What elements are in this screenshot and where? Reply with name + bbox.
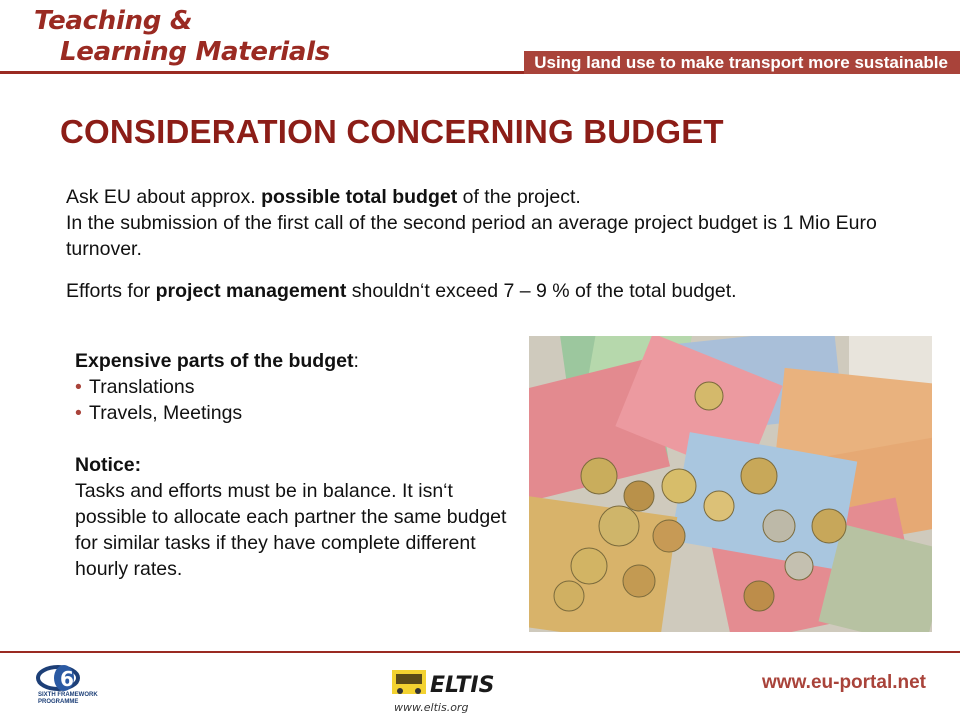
list-item bbox=[75, 400, 515, 426]
intro-p3-bold: project management bbox=[155, 280, 347, 302]
header-subtitle-banner: Using land use to make transport more sustainable bbox=[524, 51, 960, 74]
eltis-name: ELTIS bbox=[430, 673, 495, 698]
intro-text bbox=[66, 184, 896, 304]
intro-p1-post: of the project. bbox=[457, 186, 581, 208]
intro-paragraph-2: In the submission of the first call of the second period an average project budget is 1 Mio Euro turnover. bbox=[66, 212, 877, 260]
eltis-logo-icon bbox=[390, 660, 508, 716]
intro-p1-bold: possible total budget bbox=[261, 186, 458, 208]
list-item-text: Travels, Meetings bbox=[89, 402, 243, 424]
budget-notes bbox=[75, 348, 515, 582]
spacer bbox=[66, 262, 896, 278]
intro-p1-pre: Ask EU about approx. bbox=[66, 186, 262, 208]
intro-paragraph-1 bbox=[66, 184, 896, 210]
expensive-heading-text: Expensive parts of the budget bbox=[75, 350, 354, 372]
euro-money-photo bbox=[529, 336, 932, 632]
expensive-list bbox=[75, 374, 515, 426]
fp6-label: SIXTH FRAMEWORK PROGRAMME bbox=[38, 692, 98, 705]
spacer bbox=[75, 426, 515, 452]
expensive-heading-colon: : bbox=[353, 350, 359, 372]
svg-text:6: 6 bbox=[60, 667, 74, 691]
list-item-text: Translations bbox=[89, 376, 195, 398]
expensive-heading bbox=[75, 348, 515, 374]
notice-heading-text: Notice: bbox=[75, 454, 142, 476]
intro-p3-post: shouldn‘t exceed 7 – 9 % of the total budget. bbox=[346, 280, 737, 302]
intro-paragraph-3 bbox=[66, 278, 896, 304]
euro-money-illustration bbox=[529, 336, 932, 632]
header-logo-title bbox=[34, 6, 330, 68]
bullet-icon: • bbox=[75, 402, 82, 424]
footer-website-link[interactable]: www.eu-portal.net bbox=[762, 672, 926, 693]
page-title: CONSIDERATION CONCERNING BUDGET bbox=[60, 113, 724, 150]
notice-text: Tasks and efforts must be in balance. It isn‘t possible to allocate each partner the same budget for similar tasks if they have complete different hourly rates. bbox=[75, 480, 507, 580]
intro-p3-pre: Efforts for bbox=[66, 280, 156, 302]
bullet-icon: • bbox=[75, 376, 82, 398]
footer-divider bbox=[0, 651, 960, 653]
header-title-line1: Teaching & bbox=[34, 6, 193, 36]
eltis-url: www.eltis.org bbox=[394, 701, 469, 714]
notice-heading bbox=[75, 452, 515, 478]
header-title-line2: Learning Materials bbox=[60, 37, 330, 67]
list-item bbox=[75, 374, 515, 400]
